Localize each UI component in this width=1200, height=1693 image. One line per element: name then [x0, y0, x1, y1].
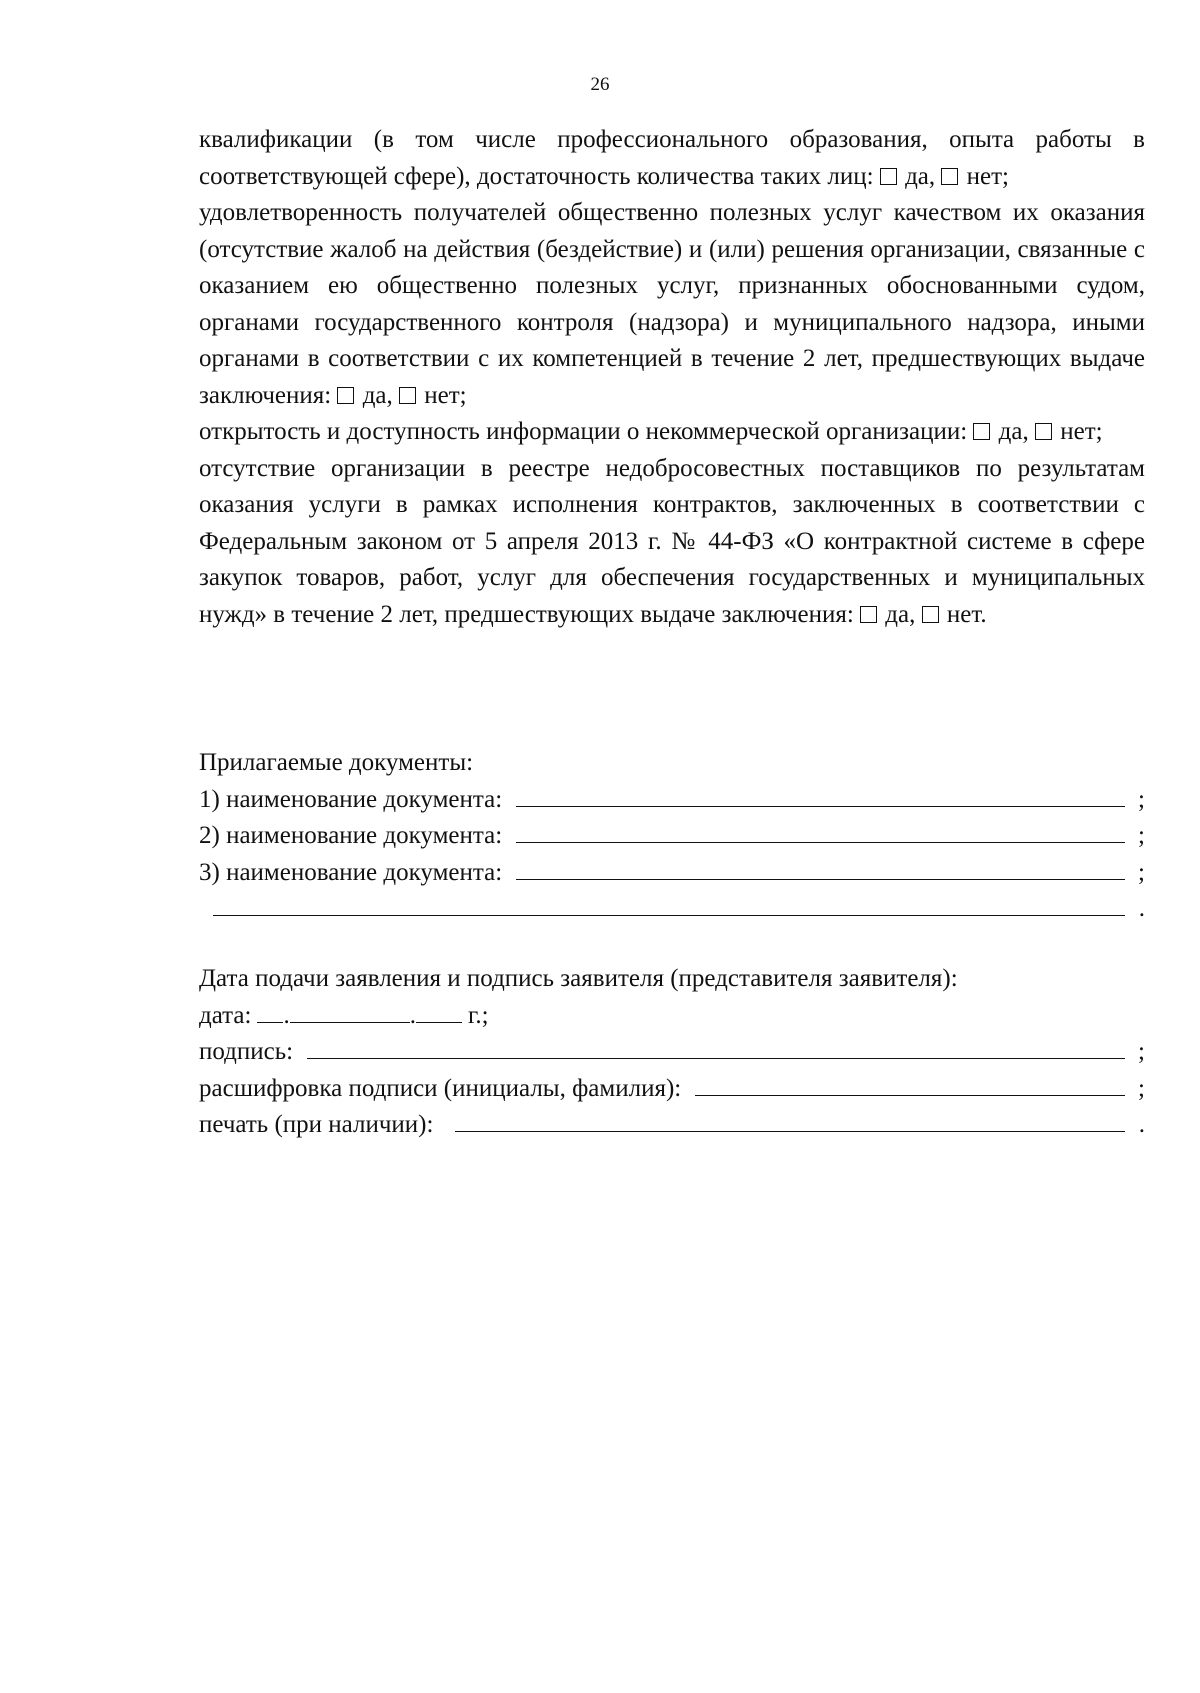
signature-row [199, 1034, 1145, 1071]
checkbox-no[interactable] [941, 168, 958, 185]
criterion-text: квалификации (в том числе профессионального образования, опыта работы в соответствующей сфере), достаточность количества таких лиц: [199, 126, 1145, 190]
attachment-label: 1) наименование документа: [199, 785, 503, 813]
signature-heading: Дата подачи заявления и подпись заявителя (представителя заявителя): [199, 965, 958, 992]
yes-label: да, [998, 418, 1029, 445]
attachment-row [199, 855, 1145, 892]
date-month-field[interactable] [290, 1000, 410, 1023]
criterion-text: удовлетворенность получателей общественно полезных услуг качеством их оказания (отсутствие жалоб на действия (бездействие) и (или) решения организации, связанные с оказанием ею общественно полезных услуг, признанных обоснованными судом, органами государственного контроля (надзора) и муниципального надзора, иными органами в соответствии с их компетенцией в течение 2 лет, предшествующих выдаче заключения: [199, 199, 1145, 409]
attachment-row-extra [199, 891, 1145, 928]
criteria-section [199, 122, 1145, 633]
row-terminator: . [1138, 1111, 1145, 1138]
criterion-text: отсутствие организации в реестре недобросовестных поставщиков по результатам оказания услуги в рамках исполнения контрактов, заключенных в соответствии с Федеральным законом от 5 апреля 2013 г. № 44-ФЗ «О контрактной системе в сфере закупок товаров, работ, услуг для обеспечения государственных и муниципальных нужд» в течение 2 лет, предшествующих выдаче заключения: [199, 454, 1145, 628]
seal-field[interactable] [455, 1109, 1125, 1132]
no-label: нет; [424, 381, 467, 409]
attachment-extra-field[interactable] [213, 893, 1125, 916]
row-terminator: ; [1138, 785, 1145, 813]
seal-row [199, 1107, 1145, 1144]
checkbox-yes[interactable] [337, 387, 354, 404]
checkbox-yes[interactable] [973, 423, 990, 440]
yes-label: да, [362, 381, 393, 409]
date-separator: . [283, 1001, 290, 1029]
no-label: нет; [1060, 418, 1103, 445]
no-label: нет. [946, 600, 987, 628]
row-terminator: ; [1138, 822, 1145, 849]
checkbox-no[interactable] [922, 606, 939, 623]
criterion-satisfaction [199, 195, 1145, 414]
signature-field[interactable] [307, 1036, 1125, 1059]
decode-row [199, 1071, 1145, 1108]
yes-label: да, [905, 162, 936, 190]
seal-label: печать (при наличии): [199, 1111, 434, 1138]
attachment-row [199, 818, 1145, 855]
checkbox-no[interactable] [399, 387, 416, 404]
date-row [199, 998, 1145, 1035]
attachment-row [199, 782, 1145, 819]
attachment-label: 3) наименование документа: [199, 858, 503, 886]
date-label: дата: [199, 1001, 252, 1029]
no-label: нет; [966, 162, 1009, 190]
row-terminator: ; [1138, 1038, 1145, 1065]
row-terminator: . [1138, 895, 1145, 922]
attachment-1-field[interactable] [516, 784, 1125, 807]
attachments-heading: Прилагаемые документы: [199, 749, 474, 776]
checkbox-yes[interactable] [860, 606, 877, 623]
page-number: 26 [590, 74, 610, 95]
signature-label: подпись: [199, 1038, 294, 1065]
signature-section [199, 961, 1145, 1144]
date-suffix: г.; [467, 1001, 489, 1029]
criterion-text: открытость и доступность информации о некоммерческой организации: [199, 418, 968, 445]
attachments-section [199, 745, 1145, 928]
decode-field[interactable] [695, 1073, 1125, 1096]
row-terminator: ; [1138, 858, 1145, 886]
date-day-field[interactable] [257, 1000, 283, 1023]
yes-label: да, [885, 600, 916, 628]
criterion-qualification [199, 122, 1145, 195]
attachment-2-field[interactable] [516, 820, 1125, 843]
checkbox-yes[interactable] [880, 168, 897, 185]
date-year-field[interactable] [416, 1000, 462, 1023]
attachment-3-field[interactable] [516, 857, 1125, 880]
criterion-registry [199, 451, 1145, 634]
criterion-openness [199, 414, 1145, 451]
attachment-label: 2) наименование документа: [199, 822, 503, 849]
checkbox-no[interactable] [1035, 423, 1052, 440]
decode-label: расшифровка подписи (инициалы, фамилия): [199, 1074, 682, 1102]
date-separator: . [409, 1001, 416, 1029]
row-terminator: ; [1138, 1074, 1145, 1102]
